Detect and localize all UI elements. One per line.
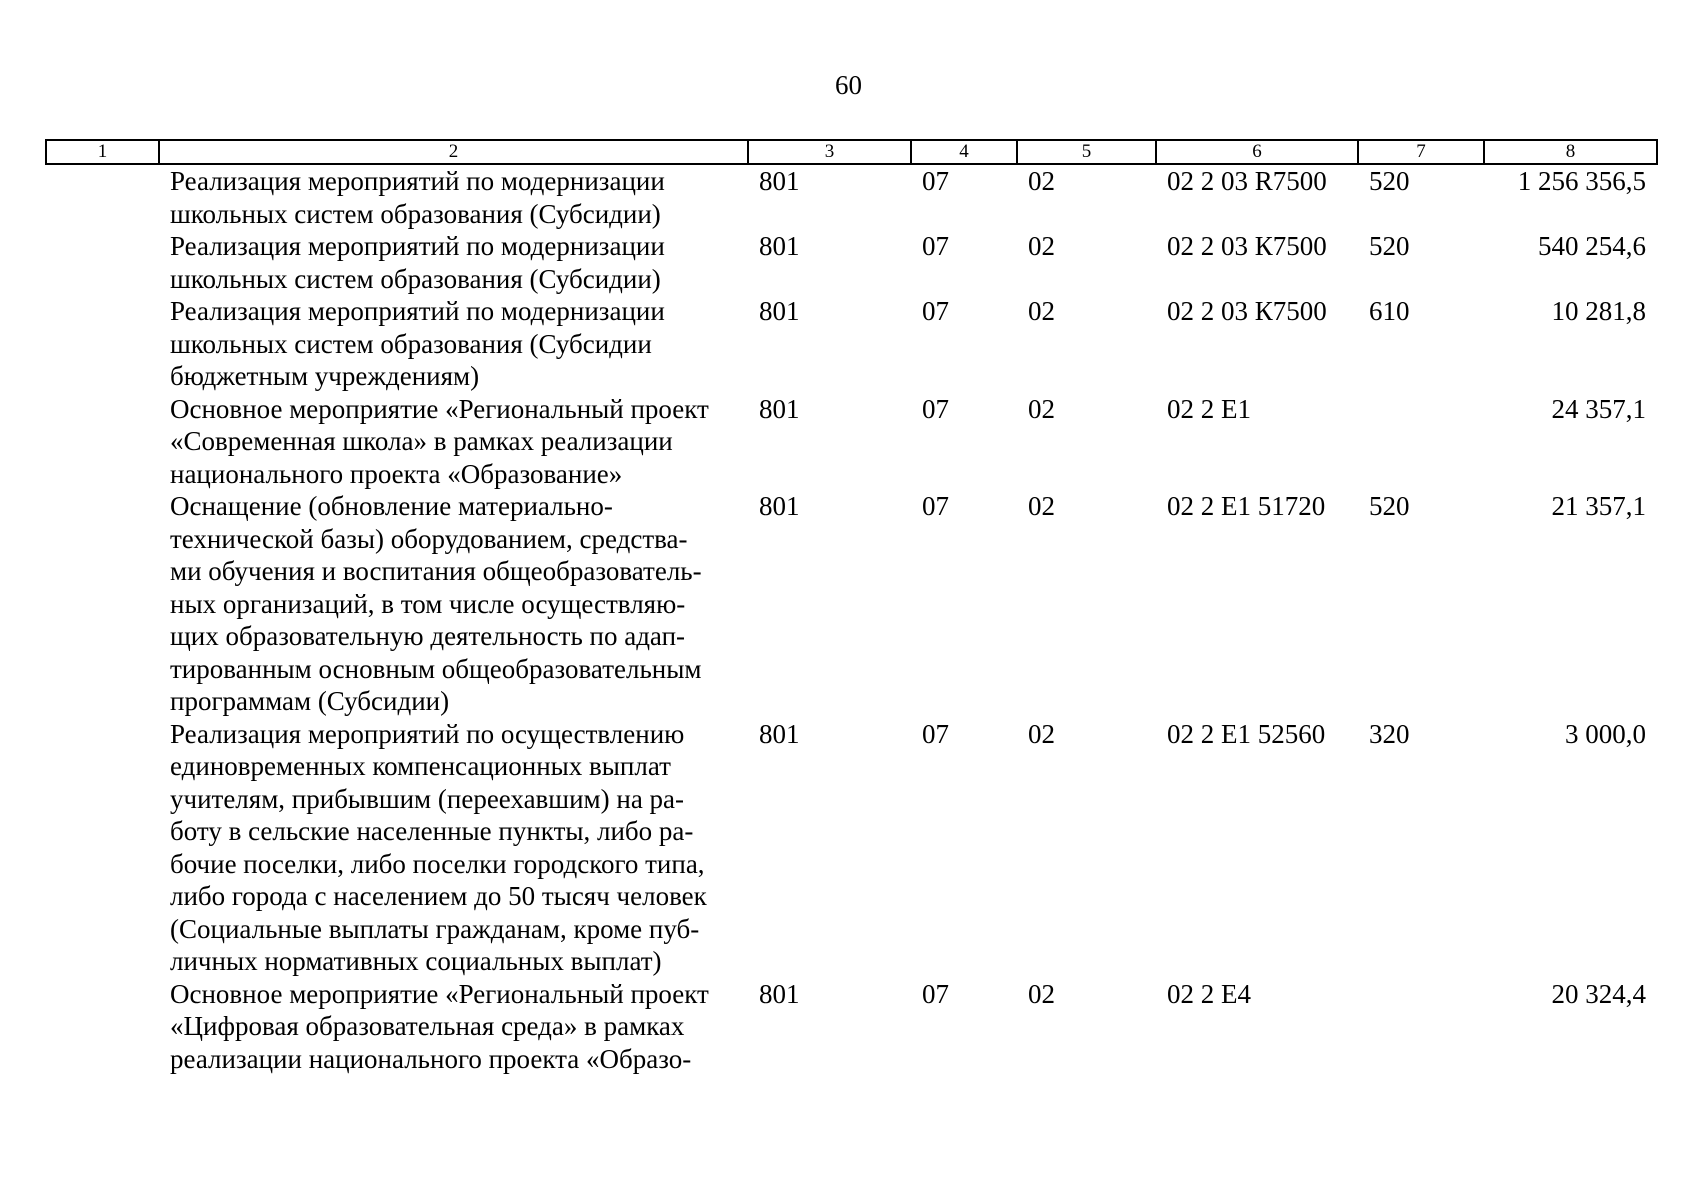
table-row	[46, 718, 1657, 978]
row-number	[46, 230, 159, 295]
budget-table	[45, 139, 1658, 1075]
table-header	[46, 140, 1657, 164]
row-amount: 1 256 356,5	[1517, 166, 1646, 196]
row-amount: 21 357,1	[1551, 491, 1646, 521]
table-row	[46, 230, 1657, 295]
row-subsection: 02	[1028, 231, 1055, 261]
row-expense-type: 520	[1369, 491, 1410, 521]
row-target-article: 02 2 03 К7500	[1167, 296, 1327, 326]
row-target-article: 02 2 Е1	[1167, 393, 1251, 424]
row-name: Реализация мероприятий по осуществлению единовременных компенсационных выплат учителям, прибывшим (переехавшим) на ра- боту в сельские населенные пункты, либо ра- бочие поселки, либо поселки городского типа, либо города с населением до 50 тысяч человек (Социальные выплаты гражданам, кроме пуб- личных нормативных социальных выплат)	[170, 718, 707, 976]
row-amount: 3 000,0	[1565, 718, 1646, 749]
row-expense-type	[1358, 978, 1484, 1076]
row-grbs: 801	[759, 166, 800, 196]
table-body	[46, 164, 1657, 1075]
row-grbs: 801	[759, 296, 800, 326]
row-expense-type: 320	[1369, 718, 1410, 749]
row-section: 07	[922, 393, 949, 424]
row-subsection: 02	[1028, 978, 1055, 1009]
row-section: 07	[922, 718, 949, 749]
table-row	[46, 393, 1657, 491]
table-row	[46, 164, 1657, 230]
row-target-article: 02 2 Е1 51720	[1167, 491, 1326, 521]
row-target-article: 02 2 03 R7500	[1167, 166, 1327, 196]
row-target-article: 02 2 03 К7500	[1167, 231, 1327, 261]
row-number	[46, 295, 159, 393]
row-grbs: 801	[759, 978, 800, 1009]
row-subsection: 02	[1028, 296, 1055, 326]
header-col-4: 4	[911, 140, 1017, 164]
table-row	[46, 490, 1657, 718]
row-amount: 540 254,6	[1538, 231, 1646, 261]
row-section: 07	[922, 166, 949, 196]
row-expense-type: 520	[1369, 166, 1410, 196]
row-grbs: 801	[759, 491, 800, 521]
row-number	[46, 490, 159, 718]
header-col-8: 8	[1484, 140, 1657, 164]
row-section: 07	[922, 231, 949, 261]
row-grbs: 801	[759, 718, 800, 749]
row-subsection: 02	[1028, 718, 1055, 749]
row-expense-type: 520	[1369, 231, 1410, 261]
row-target-article: 02 2 Е4	[1167, 978, 1251, 1009]
row-number	[46, 393, 159, 491]
row-section: 07	[922, 978, 949, 1009]
row-name: Реализация мероприятий по модернизации школьных систем образования (Субсидии бюджетным учреждениям)	[170, 296, 665, 391]
row-name: Оснащение (обновление материально- технической базы) оборудованием, средства- ми обучения и воспитания общеобразователь- ных организаций, в том числе осуществляю- щих образовательную деятельность по адап- тированным основным общеобразовательным программам (Субсидии)	[170, 491, 702, 716]
row-name: Реализация мероприятий по модернизации школьных систем образования (Субсидии)	[170, 231, 665, 294]
header-col-5: 5	[1017, 140, 1156, 164]
header-row	[46, 140, 1657, 164]
header-col-1: 1	[46, 140, 159, 164]
row-subsection: 02	[1028, 491, 1055, 521]
row-subsection: 02	[1028, 393, 1055, 424]
header-col-3: 3	[748, 140, 911, 164]
header-col-7: 7	[1358, 140, 1484, 164]
row-amount: 10 281,8	[1551, 296, 1646, 326]
row-number	[46, 978, 159, 1076]
row-name: Основное мероприятие «Региональный проект «Цифровая образовательная среда» в рамках реализации национального проекта «Образо-	[170, 978, 709, 1074]
row-amount: 24 357,1	[1551, 393, 1646, 424]
row-subsection: 02	[1028, 166, 1055, 196]
row-grbs: 801	[759, 231, 800, 261]
header-col-2: 2	[159, 140, 748, 164]
row-target-article: 02 2 Е1 52560	[1167, 718, 1326, 749]
table-row	[46, 295, 1657, 393]
row-expense-type: 610	[1369, 296, 1410, 326]
row-amount: 20 324,4	[1551, 978, 1646, 1009]
row-grbs: 801	[759, 393, 800, 424]
header-col-6: 6	[1156, 140, 1358, 164]
page-number: 60	[835, 70, 862, 100]
row-section: 07	[922, 296, 949, 326]
row-number	[46, 164, 159, 230]
row-name: Основное мероприятие «Региональный проект «Современная школа» в рамках реализации национального проекта «Образование»	[170, 393, 709, 489]
table-row	[46, 978, 1657, 1076]
row-expense-type	[1358, 393, 1484, 491]
row-name: Реализация мероприятий по модернизации школьных систем образования (Субсидии)	[170, 166, 665, 229]
row-section: 07	[922, 491, 949, 521]
row-number	[46, 718, 159, 978]
